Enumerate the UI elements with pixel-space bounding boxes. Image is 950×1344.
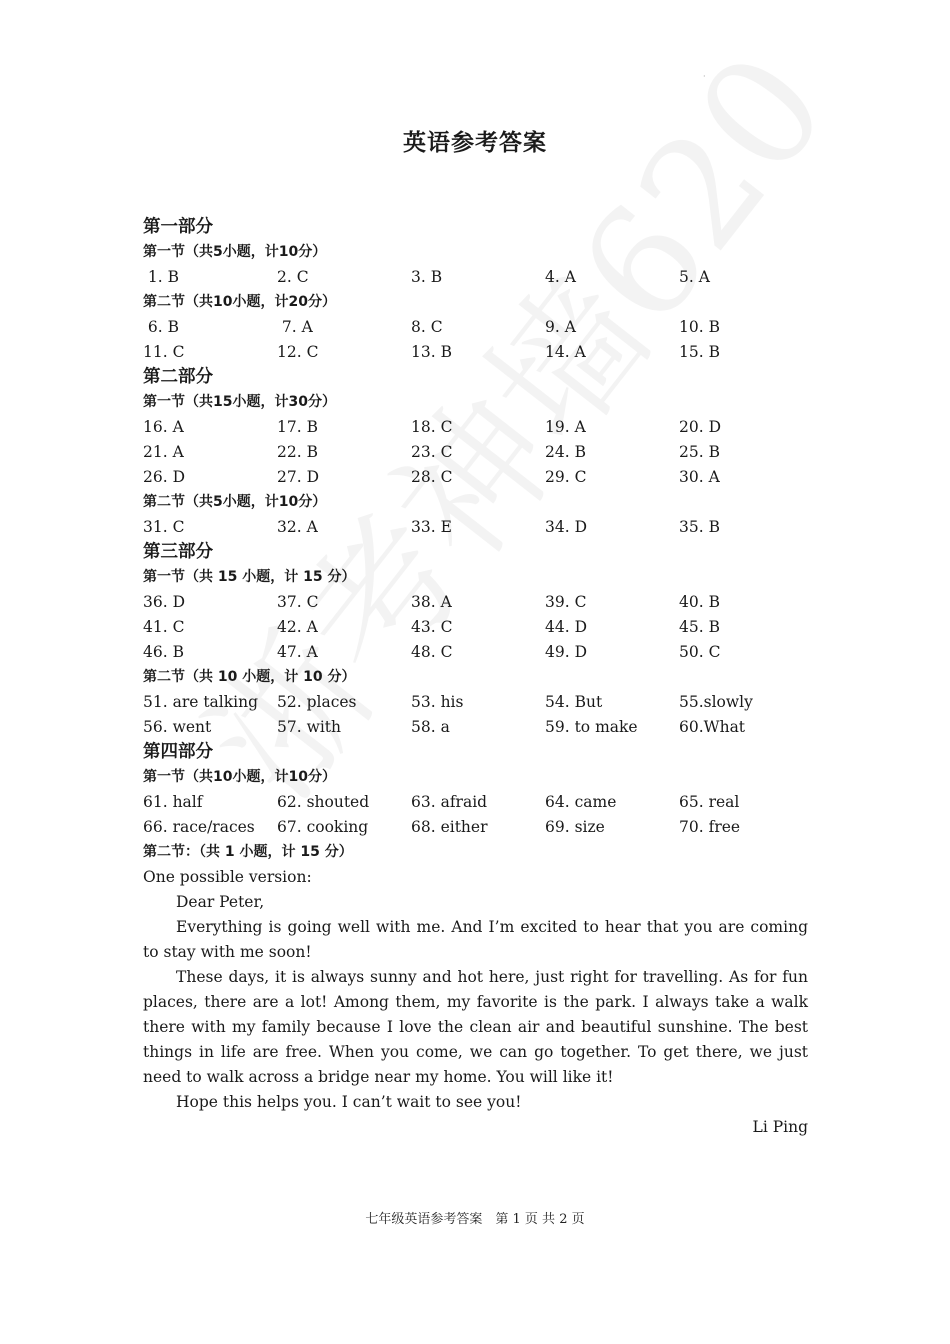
- answer-item: 23. C: [411, 443, 453, 461]
- part-title: 第三部分: [143, 542, 213, 562]
- section-title: 第一节（共5小题，计10分）: [143, 244, 327, 260]
- answer-item: 65. real: [679, 793, 740, 811]
- answer-item: 21. A: [143, 443, 184, 461]
- answer-item: 70. free: [679, 818, 741, 836]
- answer-row: [143, 790, 808, 815]
- answer-item: 68. either: [411, 818, 488, 836]
- answer-item: 6. B: [143, 318, 180, 336]
- answer-item: 46. B: [143, 643, 184, 661]
- answer-row: [143, 815, 808, 840]
- letter-paragraph: Hope this helps you. I can’t wait to see you!: [176, 1093, 522, 1111]
- answer-item: 52. places: [277, 693, 357, 711]
- answer-item: 58. a: [411, 718, 450, 736]
- answer-row: [143, 265, 808, 290]
- answer-item: 39. C: [545, 593, 587, 611]
- answer-item: 54. But: [545, 693, 603, 711]
- answer-row: [143, 515, 808, 540]
- answer-item: 2. C: [277, 268, 309, 286]
- answer-item: 9. A: [545, 318, 576, 336]
- answer-row: [143, 590, 808, 615]
- answer-item: 56. went: [143, 718, 212, 736]
- answer-item: 40. B: [679, 593, 720, 611]
- letter-paragraph: These days, it is always sunny and hot here, just right for travelling. As for fun places, there are a lot! Among them, my favorite is the park. I always take a walk there with my family because I love the clean air and beautiful sunshine. The best things in life are free. When you come, we can go together. To get there, we just need to walk across a bridge near my home. You will like it!: [143, 968, 808, 1086]
- answer-item: 10. B: [679, 318, 720, 336]
- answer-item: 14. A: [545, 343, 586, 361]
- letter-greeting: Dear Peter,: [176, 893, 265, 911]
- answer-item: 28. C: [411, 468, 453, 486]
- answer-item: 55.slowly: [679, 693, 753, 711]
- answer-item: 19. A: [545, 418, 586, 436]
- answer-row: [143, 640, 808, 665]
- letter-paragraph: Everything is going well with me. And I’m excited to hear that you are coming to stay with me soon!: [143, 918, 808, 961]
- answer-item: 32. A: [277, 518, 318, 536]
- answer-item: 20. D: [679, 418, 722, 436]
- answer-item: 66. race/races: [143, 818, 255, 836]
- page-title: 英语参考答案: [403, 130, 547, 156]
- answer-item: 27. D: [277, 468, 320, 486]
- answer-item: 38. A: [411, 593, 452, 611]
- answer-item: 31. C: [143, 518, 185, 536]
- letter-signature: Li Ping: [752, 1118, 808, 1136]
- answer-item: 17. B: [277, 418, 318, 436]
- part-title: 第二部分: [143, 367, 213, 387]
- answer-item: 45. B: [679, 618, 720, 636]
- answer-item: 69. size: [545, 818, 605, 836]
- answer-row: [143, 315, 808, 340]
- answer-item: 51. are talking: [143, 693, 259, 711]
- answer-item: 37. C: [277, 593, 319, 611]
- section-title: 第二节（共 10 小题，计 10 分）: [143, 669, 356, 685]
- answer-item: 60.What: [679, 718, 746, 736]
- answer-parts: [143, 215, 808, 840]
- answer-item: 67. cooking: [277, 818, 369, 836]
- scan-dot: ·: [703, 72, 706, 81]
- answer-item: 43. C: [411, 618, 453, 636]
- answer-item: 48. C: [411, 643, 453, 661]
- answer-item: 5. A: [679, 268, 710, 286]
- section-title: 第一节（共 15 小题，计 15 分）: [143, 569, 356, 585]
- answer-item: 29. C: [545, 468, 587, 486]
- answer-item: 36. D: [143, 593, 186, 611]
- answer-item: 35. B: [679, 518, 720, 536]
- answer-item: 41. C: [143, 618, 185, 636]
- answer-row: [143, 715, 808, 740]
- answer-row: [143, 690, 808, 715]
- answer-item: 4. A: [545, 268, 576, 286]
- section-title: 第二节（共10小题，计20分）: [143, 294, 336, 310]
- answer-item: 63. afraid: [411, 793, 488, 811]
- answer-item: 30. A: [679, 468, 720, 486]
- answer-item: 24. B: [545, 443, 586, 461]
- answer-item: 62. shouted: [277, 793, 370, 811]
- answer-item: 53. his: [411, 693, 464, 711]
- answer-row: [143, 465, 808, 490]
- answer-row: [143, 440, 808, 465]
- answer-row: [143, 415, 808, 440]
- answer-content: [143, 215, 808, 1140]
- answer-item: 57. with: [277, 718, 342, 736]
- answer-item: 34. D: [545, 518, 588, 536]
- answer-item: 3. B: [411, 268, 443, 286]
- answer-item: 33. E: [411, 518, 452, 536]
- answer-item: 13. B: [411, 343, 452, 361]
- answer-item: 47. A: [277, 643, 318, 661]
- writing-section-title: 第二节：（共 1 小题，计 15 分）: [143, 844, 353, 860]
- answer-item: 22. B: [277, 443, 318, 461]
- answer-item: 12. C: [277, 343, 319, 361]
- section-title: 第一节（共15小题，计30分）: [143, 394, 336, 410]
- answer-item: 49. D: [545, 643, 588, 661]
- answer-item: 50. C: [679, 643, 721, 661]
- answer-row: [143, 340, 808, 365]
- answer-item: 61. half: [143, 793, 203, 811]
- answer-item: 59. to make: [545, 718, 638, 736]
- answer-item: 25. B: [679, 443, 720, 461]
- part-title: 第一部分: [143, 217, 213, 237]
- section-title: 第一节（共10小题，计10分）: [143, 769, 336, 785]
- answer-item: 64. came: [545, 793, 617, 811]
- answer-item: 7. A: [277, 318, 313, 336]
- answer-item: 8. C: [411, 318, 443, 336]
- part-title: 第四部分: [143, 742, 213, 762]
- answer-item: 1. B: [143, 268, 180, 286]
- page-footer: 七年级英语参考答案 第 1 页 共 2 页: [365, 1212, 585, 1227]
- answer-item: 44. D: [545, 618, 588, 636]
- writing-section: [143, 840, 808, 1140]
- writing-intro: One possible version:: [143, 868, 312, 886]
- answer-item: 11. C: [143, 343, 185, 361]
- answer-item: 16. A: [143, 418, 184, 436]
- answer-item: 15. B: [679, 343, 720, 361]
- answer-item: 18. C: [411, 418, 453, 436]
- answer-row: [143, 615, 808, 640]
- section-title: 第二节（共5小题，计10分）: [143, 494, 327, 510]
- answer-item: 42. A: [277, 618, 318, 636]
- answer-item: 26. D: [143, 468, 186, 486]
